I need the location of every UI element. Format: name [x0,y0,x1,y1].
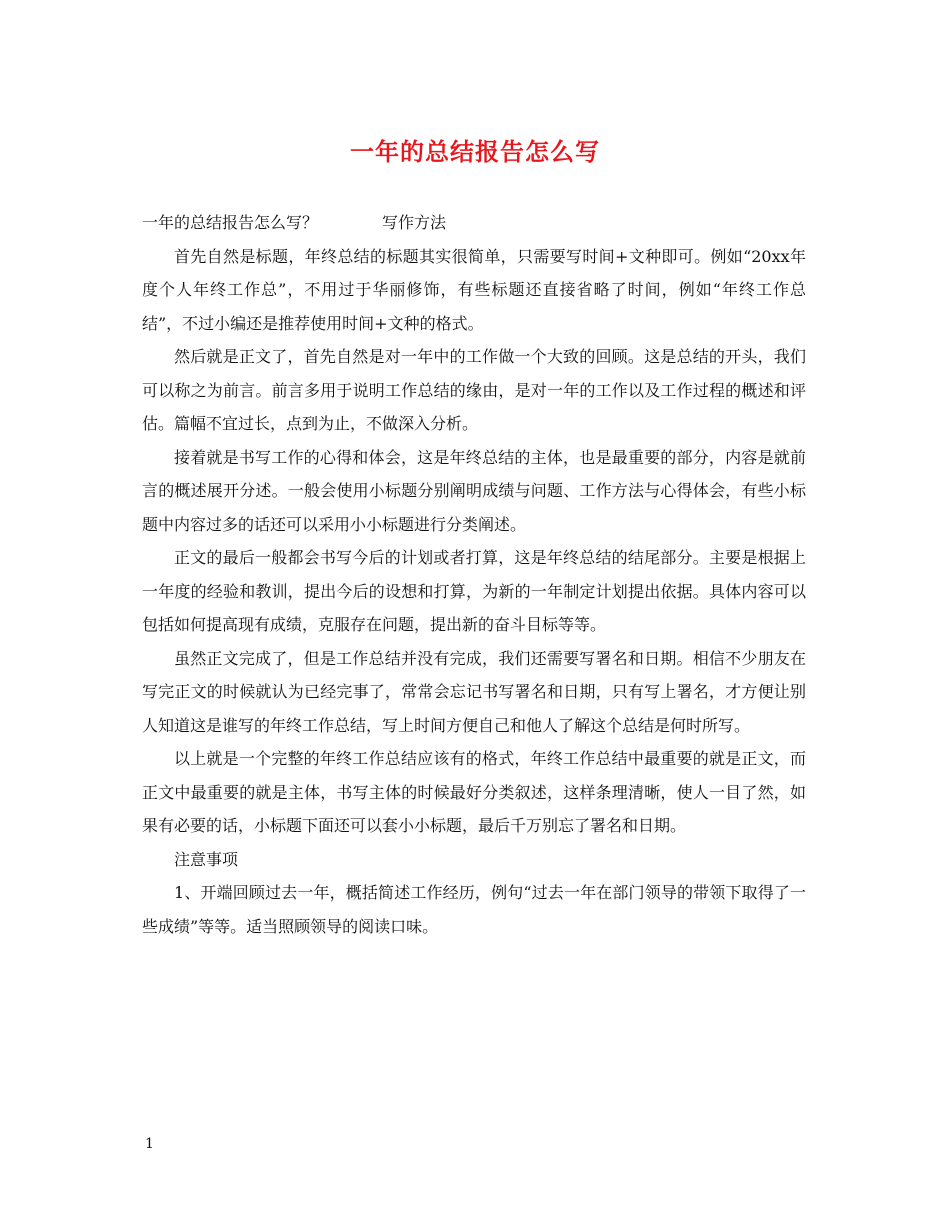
subtitle-question: 一年的总结报告怎么写？ [142,213,319,232]
document-title: 一年的总结报告怎么写 [350,137,600,166]
paragraph: 然后就是正文了，首先自然是对一年中的工作做一个大致的回顾。这是总结的开头，我们可以称之为前言。前言多用于说明工作总结的缘由，是对一年的工作以及工作过程的概述和评估。篇幅不宜过长，点到为止，不做深入分析。 [142,347,806,433]
note-item: 1、开端回顾过去一年，概括简述工作经历，例句“过去一年在部门领导的带领下取得了一些成绩”等等。适当照顾领导的阅读口味。 [142,883,806,936]
paragraph: 接着就是书写工作的心得和体会，这是年终总结的主体，也是最重要的部分，内容是就前言的概述展开分述。一般会使用小标题分别阐明成绩与问题、工作方法与心得体会，有些小标题中内容过多的话还可以采用小小标题进行分类阐述。 [142,447,806,534]
document-body [142,206,806,943]
paragraph: 虽然正文完成了，但是工作总结并没有完成，我们还需要写署名和日期。相信不少朋友在写完正文的时候就认为已经完事了，常常会忘记书写署名和日期，只有写上署名，才方便让别人知道这是谁写的年终工作总结，写上时间方便自己和他人了解这个总结是何时所写。 [142,648,806,735]
subtitle-row [142,206,806,240]
paragraph: 以上就是一个完整的年终工作总结应该有的格式，年终工作总结中最重要的就是正文，而正文中最重要的就是主体，书写主体的时候最好分类叙述，这样条理清晰，使人一目了然，如果有必要的话，小标题下面还可以套小小标题，最后千万别忘了署名和日期。 [142,749,806,835]
paragraph: 首先自然是标题，年终总结的标题其实很简单，只需要写时间+文种即可。例如“20xx年度个人年终工作总”，不用过于华丽修饰，有些标题还直接省略了时间，例如“年终工作总结”，不过小编还是推荐使用时间+文种的格式。 [142,246,806,333]
subtitle-method: 写作方法 [382,213,447,232]
paragraph: 正文的最后一般都会书写今后的计划或者打算，这是年终总结的结尾部分。主要是根据上一年度的经验和教训，提出今后的设想和打算，为新的一年制定计划提出依据。具体内容可以包括如何提高现有成绩，克服存在问题，提出新的奋斗目标等等。 [142,548,806,634]
notes-heading: 注意事项 [174,849,239,869]
page-number: 1 [145,1136,154,1152]
